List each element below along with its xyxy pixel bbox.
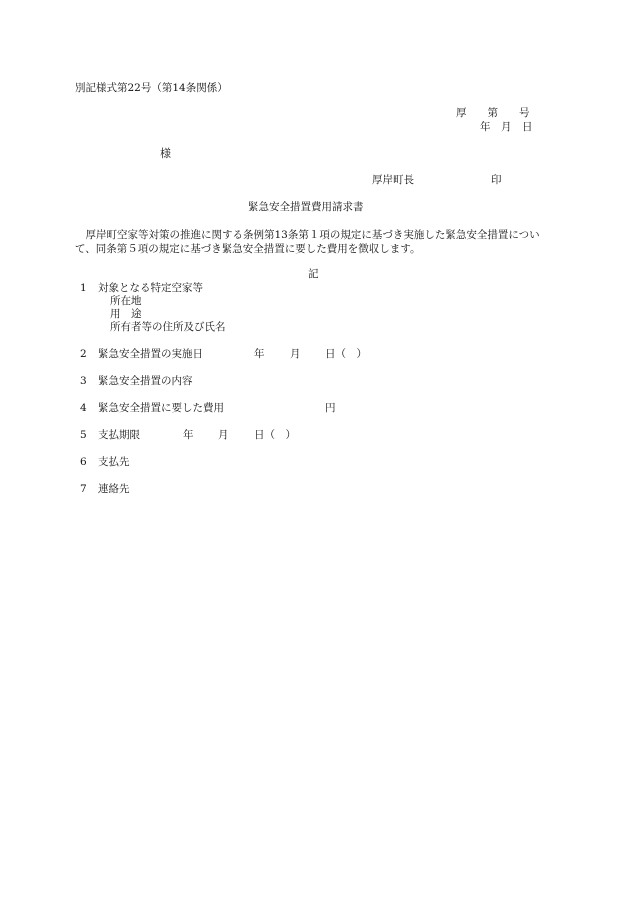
issue-date: 年 月 日 <box>480 121 533 133</box>
item-label: 緊急安全措置の実施日 <box>98 348 203 360</box>
item-label: 連絡先 <box>98 483 130 495</box>
item-number: 4 <box>80 402 87 414</box>
item-label: 支払期限 <box>98 429 140 441</box>
item-label: 支払先 <box>98 456 130 468</box>
reference-number: 厚 第 号 <box>456 107 530 119</box>
recipient-suffix: 様 <box>160 147 171 160</box>
item-label: 緊急安全措置の内容 <box>98 375 193 387</box>
item-number: 1 <box>80 282 87 294</box>
form-number: 別記様式第22号（第14条関係） <box>75 82 228 94</box>
date-month-label: 月 <box>218 429 229 441</box>
item-label: 緊急安全措置に要した費用 <box>98 402 224 414</box>
item-number: 7 <box>80 483 87 495</box>
date-month-label: 月 <box>290 348 301 360</box>
property-use-label: 用 途 <box>110 308 142 320</box>
issuer-title: 厚岸町長 <box>372 174 414 186</box>
date-year-label: 年 <box>254 348 265 360</box>
issuer-seal: 印 <box>491 174 502 186</box>
currency-unit: 円 <box>325 402 336 414</box>
item-number: 2 <box>80 348 87 360</box>
document-title: 緊急安全措置費用請求書 <box>248 201 364 213</box>
ki-marker: 記 <box>308 268 319 280</box>
owner-address-name-label: 所有者等の住所及び氏名 <box>110 321 226 333</box>
item-label: 対象となる特定空家等 <box>98 282 203 294</box>
item-number: 3 <box>80 375 87 387</box>
item-number: 5 <box>80 429 87 441</box>
date-day-label: 日（ ） <box>325 348 367 360</box>
property-location-label: 所在地 <box>110 295 142 307</box>
date-year-label: 年 <box>183 429 194 441</box>
body-paragraph: 厚岸町空家等対策の推進に関する条例第13条第１項の規定に基づき実施した緊急安全措置について、同条第５項の規定に基づき緊急安全措置に要した費用を徴収します。 <box>75 229 540 255</box>
item-number: 6 <box>80 456 87 468</box>
date-day-label: 日（ ） <box>254 429 296 441</box>
